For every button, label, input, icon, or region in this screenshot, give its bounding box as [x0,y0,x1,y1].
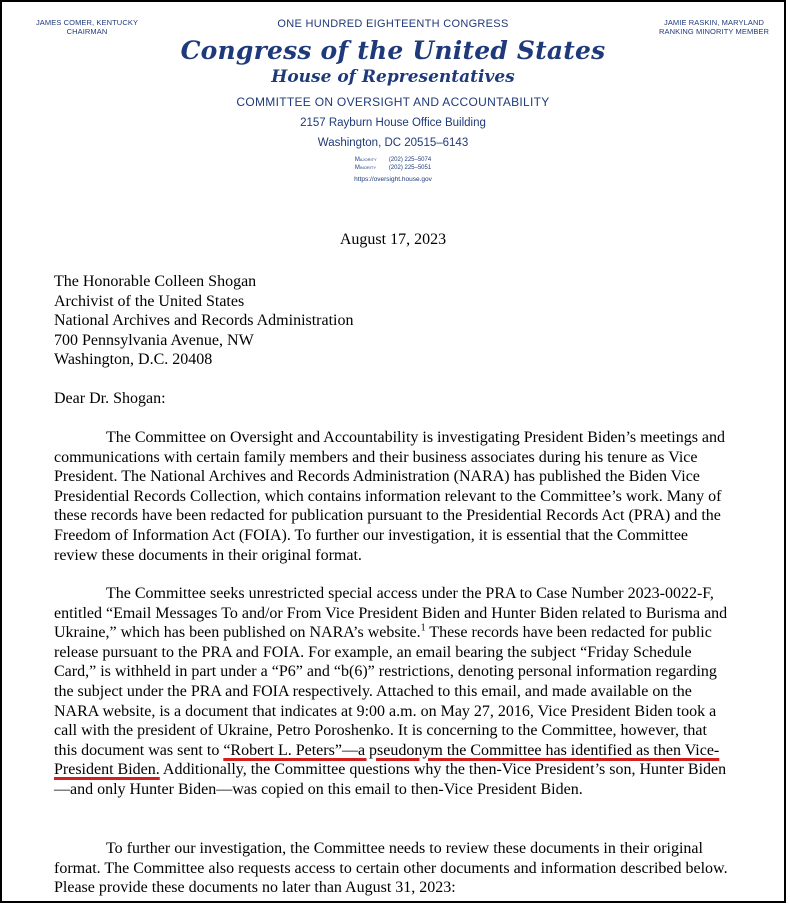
recipient-line: National Archives and Records Administration [54,312,354,330]
letterhead [2,16,784,183]
city-address: Washington, DC 20515–6143 [317,137,469,149]
house-title: House of Representatives [271,67,515,87]
paragraph-3 [54,839,734,898]
ranking-member-name: JAMIE RASKIN, MARYLAND [663,18,764,27]
congress-title: Congress of the United States [180,36,606,65]
congress-label: ONE HUNDRED EIGHTEENTH CONGRESS [277,18,509,30]
paragraph-2-text-b: These records have been redacted for public release pursuant to the PRA and FOIA. For example, an email bearing the subject “Friday Schedule Card,” is withheld in part under a “P6” and “b(6)” restrictions, denoting personal information regarding the subject under the PRA and FOIA respectively. Attached to this email, and made available on the NARA website, is a document that indicates at 9:00 a.m. on May 27, 2016, Vice President Biden took a call with the president of Ukraine, Petro Poroshenko. It is concerning to the Committee, however, that this document was sent to [54,624,717,759]
recipient-line: 700 Pennsylvania Avenue, NW [54,331,254,349]
committee-name: COMMITTEE ON OVERSIGHT AND ACCOUNTABILITY [236,95,550,109]
letter-date: August 17, 2023 [339,231,447,248]
website-link[interactable]: https://oversight.house.gov [354,176,432,183]
recipient-line: The Honorable Colleen Shogan [54,273,257,290]
building-address: 2157 Rayburn House Office Building [300,117,486,129]
majority-phone: (202) 225–5074 [388,157,432,163]
salutation: Dear Dr. Shogan: [54,390,166,407]
chairman-title: CHAIRMAN [66,27,108,36]
paragraph-1 [54,428,734,565]
paragraph-1-text: The Committee on Oversight and Accountability is investigating President Biden’s meetings and communications with certain family members and their business associates during his tenure as Vice President. The National Archives and Records Administration (NARA) has published the Biden Vice Presidential Records Collection, which contains information relevant to the Committee’s work. Many of these records have been redacted for publication pursuant to the Presidential Records Act (PRA) and the Freedom of Information Act (FOIA). To further our investigation, it is essential that the Committee review these documents in their original format. [54,429,726,564]
highlighted-pseudonym-text: “Robert L. Peters”—a pseudonym the Committee has identified as then Vice-President Biden. [54,741,720,779]
ranking-member-title: RANKING MINORITY MEMBER [658,27,770,36]
footnote-marker[interactable]: 1 [420,622,426,634]
minority-phone: (202) 225–5051 [388,165,432,171]
paragraph-3-text: To further our investigation, the Committee needs to review these documents in their original format. The Committee also requests access to certain other documents and information described below. Please provide these documents no later than August 31, 2023: [54,840,728,897]
paragraph-2 [54,584,734,800]
chairman-name: JAMES COMER, KENTUCKY [35,18,139,27]
recipient-address [54,272,354,370]
phone-numbers [2,156,784,172]
recipient-line: Washington, D.C. 20408 [54,351,213,369]
paragraph-2-text-c: Additionally, the Committee questions why the then-Vice President’s son, Hunter Biden—and only Hunter Biden—was copied on this email to then-Vice President Biden. [54,761,727,798]
majority-label: Majority [354,157,377,163]
minority-label: Minority [354,165,377,171]
paragraph-2-text-a: The Committee seeks unrestricted special access under the PRA to Case Number 2023-0022-F, entitled “Email Messages To and/or From Vice President Biden and Hunter Biden related to Burisma and Ukraine,” which has been published on NARA’s website. [54,585,728,642]
recipient-line: Archivist of the United States [54,292,245,310]
